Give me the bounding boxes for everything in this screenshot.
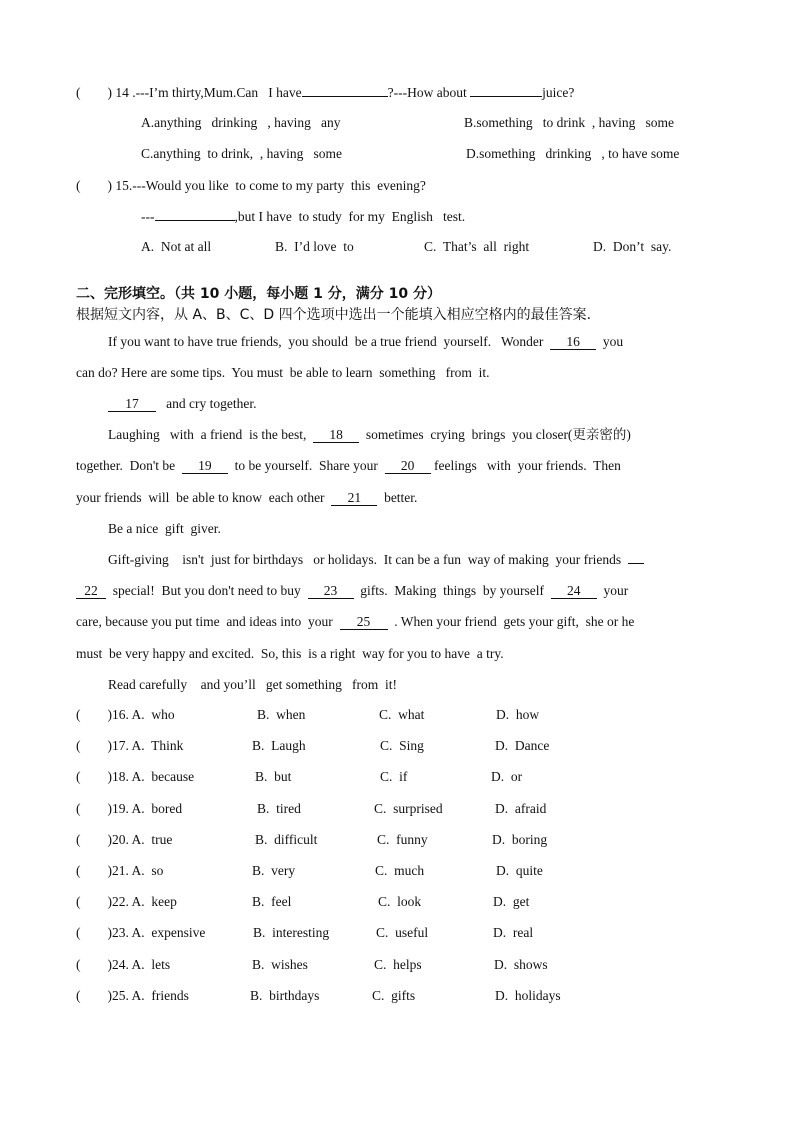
passage-line: your friends will be able to know each other 21 better. xyxy=(76,490,418,505)
blank-17: 17 xyxy=(108,396,156,412)
blank-16: 16 xyxy=(550,334,596,350)
section-title: 二、完形填空。（共 10 小题，每小题 1 分，满分 10 分） xyxy=(76,286,441,302)
blank-22: 22 xyxy=(76,583,106,599)
passage-line: Laughing with a friend is the best, 18 sometimes crying brings you closer(更亲密的) xyxy=(108,427,631,442)
passage-line: If you want to have true friends, you should be a true friend yourself. Wonder 16 you xyxy=(108,334,624,349)
passage-line: Read carefully and you’ll get something from it! xyxy=(108,677,398,692)
q14-option-d: D.something drinking , to have some xyxy=(466,146,680,161)
blank-18: 18 xyxy=(313,427,359,443)
exam-page: ( ) 14 .---I’m thirty,Mum.Can I have ?---How about juice? A.anything drinking , having any B.something to drink , having some C.anything to drink, , having some D.something drinking , to have some ( ) 15.---Would you like to come to my party this evening? --- ,but I have to study for my English test. A. Not at all B. I’d love to C. That’s all right D. Don’t say. 二、完形填空。（共 10 小题，每小题 1 分，满分 10 分） 根据短文内容，从 A、B、C、D 四个选项中选出一个能填入相应空格内的最佳答案. If you want to have true friends, you should be a true friend yourself. Wonder 16 you can do? Here are some tips. You must be able to learn something from it. 17 and cry together. Laughing with a friend is the best, 18 sometimes crying brings you closer(更亲密的) together. Don't be 19 to be yourself. Share your 20 feelings with your friends. Then your friends will be able to know each other 21 better. Be a nice gift giver. Gift-giving isn't just for birthdays or holidays. It can be a fun way of making your friends 22 special! But you don't need to buy 23 gifts. Making things by yourself 24 your care, because you put time and ideas into your 25 . When your friend gets your gift, she or he must be very happy and excited. So, this is a right way for you to have a try. Read carefully and you’ll get something from it! ( )16. A. who B. when C. what D. how ( )17. A. Think B. Laugh C. Sing D. Dance ( )18. A. because B. but C. if D. or ( )19. A. bored B. tired C. surprised D. afraid ( )20. A. true B. difficult C. funny D. boring ( )21. A. so B. very C. much D. quite ( )22. A. keep B. feel C. look D. get ( )23. A. expensive B. interesting C. useful D. real ( )24. A. lets B. wishes C. helps D. shows ( )25. A. friends B. birthdays C. gifts D. holidays xyxy=(76,85,680,1003)
blank-19: 19 xyxy=(182,458,228,474)
blank-20: 20 xyxy=(385,458,431,474)
passage-line: 17 and cry together. xyxy=(108,395,256,413)
question-14-stem: ( ) 14 .---I’m thirty,Mum.Can I have ?---How about juice? xyxy=(76,85,575,100)
section-instruction: 根据短文内容，从 A、B、C、D 四个选项中选出一个能填入相应空格内的最佳答案. xyxy=(76,307,592,323)
passage-line: 22 special! But you don't need to buy 23 gifts. Making things by yourself 24 your xyxy=(76,582,628,600)
passage-line: can do? Here are some tips. You must be able to learn something from it. xyxy=(76,365,490,380)
q14-option-c: C.anything to drink, , having some xyxy=(141,146,342,161)
q15-option-c: C. That’s all right xyxy=(424,239,530,254)
blank-24: 24 xyxy=(551,583,597,599)
q14-option-b: B.something to drink , having some xyxy=(464,115,674,130)
blank-21: 21 xyxy=(331,490,377,506)
answer-paren: ( ) 15. xyxy=(76,178,133,193)
question-15-stem: ( ) 15.---Would you like to come to my party this evening? xyxy=(76,178,426,193)
q15-option-b: B. I’d love to xyxy=(275,239,354,254)
blank xyxy=(302,96,388,97)
blank xyxy=(155,220,235,221)
passage-line: Gift-giving isn't just for birthdays or holidays. It can be a fun way of making your friends xyxy=(108,551,644,569)
passage-line: must be very happy and excited. So, this is a right way for you to have a try. xyxy=(76,646,504,661)
q15-option-d: D. Don’t say. xyxy=(593,239,672,254)
blank-25: 25 xyxy=(340,614,388,630)
blank xyxy=(470,96,542,97)
passage-line: together. Don't be 19 to be yourself. Share your 20 feelings with your friends. Then xyxy=(76,458,621,473)
q14-option-a: A.anything drinking , having any xyxy=(141,115,341,130)
question-15-reply: --- ,but I have to study for my English test. xyxy=(141,209,466,224)
blank-23: 23 xyxy=(308,583,354,599)
passage-line: Be a nice gift giver. xyxy=(108,521,221,536)
blank-22-start xyxy=(628,563,644,564)
passage-line: care, because you put time and ideas into your 25 . When your friend gets your gift, she or he xyxy=(76,614,635,629)
answer-paren: ( ) 14 . xyxy=(76,85,136,100)
q15-option-a: A. Not at all xyxy=(141,239,212,254)
